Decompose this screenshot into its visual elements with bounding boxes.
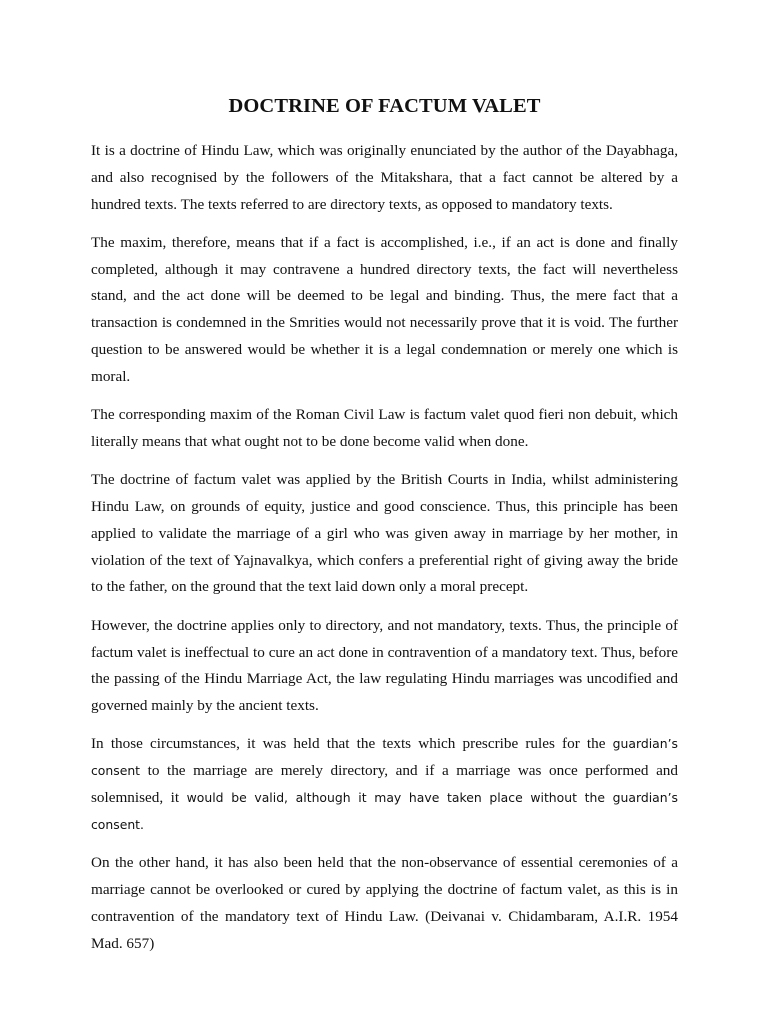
paragraph-6 [91,731,678,838]
paragraph-6-part-1: In those circumstances, it was held that the texts which prescribe rules for the [91,735,613,753]
paragraph-6-part-4: would be valid, although it may have taken place without the guardian’s consent. [91,790,678,832]
document-title: DOCTRINE OF FACTUM VALET [228,95,541,117]
paragraph-6-part-2: guardian’s consent [91,736,678,779]
paragraph-5: However, the doctrine applies only to directory, and not mandatory, texts. Thus, the principle of factum valet is ineffectual to cure an act done in contravention of a mandatory text. Thus, before the passing of the Hindu Marriage Act, the law regulating Hindu marriages was uncodified and governed mainly by the ancient texts. [91,616,678,715]
paragraph-6-part-3: to the marriage are merely directory, and if a marriage was once performed and solemnised, it [91,762,678,807]
paragraph-1: It is a doctrine of Hindu Law, which was originally enunciated by the author of the Dayabhaga, and also recognised by the followers of the Mitakshara, that a fact cannot be altered by a hundred texts. The texts referred to are directory texts, as opposed to mandatory texts. [91,142,678,213]
paragraph-7: On the other hand, it has also been held that the non-observance of essential ceremonies of a marriage cannot be overlooked or cured by applying the doctrine of factum valet, as this is in contravention of the mandatory text of Hindu Law. (Deivanai v. Chidambaram, A.I.R. 1954 Mad. 657) [91,854,678,952]
paragraph-2: The maxim, therefore, means that if a fact is accomplished, i.e., if an act is done and finally completed, although it may contravene a hundred directory texts, the fact will nevertheless stand, and the act done will be deemed to be legal and binding. Thus, the mere fact that a transaction is condemned in the Smrities would not necessarily prove that it is void. The further question to be answered would be whether it is a legal condemnation or merely one which is moral. [91,233,678,385]
paragraph-4: The doctrine of factum valet was applied by the British Courts in India, whilst administering Hindu Law, on grounds of equity, justice and good conscience. Thus, this principle has been applied to validate the marriage of a girl who was given away in marriage by her mother, in violation of the text of Yajnavalkya, which confers a preferential right of giving away the bride to the father, on the ground that the text laid down only a moral precept. [91,471,678,596]
paragraph-3: The corresponding maxim of the Roman Civil Law is factum valet quod fieri non debuit, which literally means that what ought not to be done become valid when done. [91,406,678,450]
